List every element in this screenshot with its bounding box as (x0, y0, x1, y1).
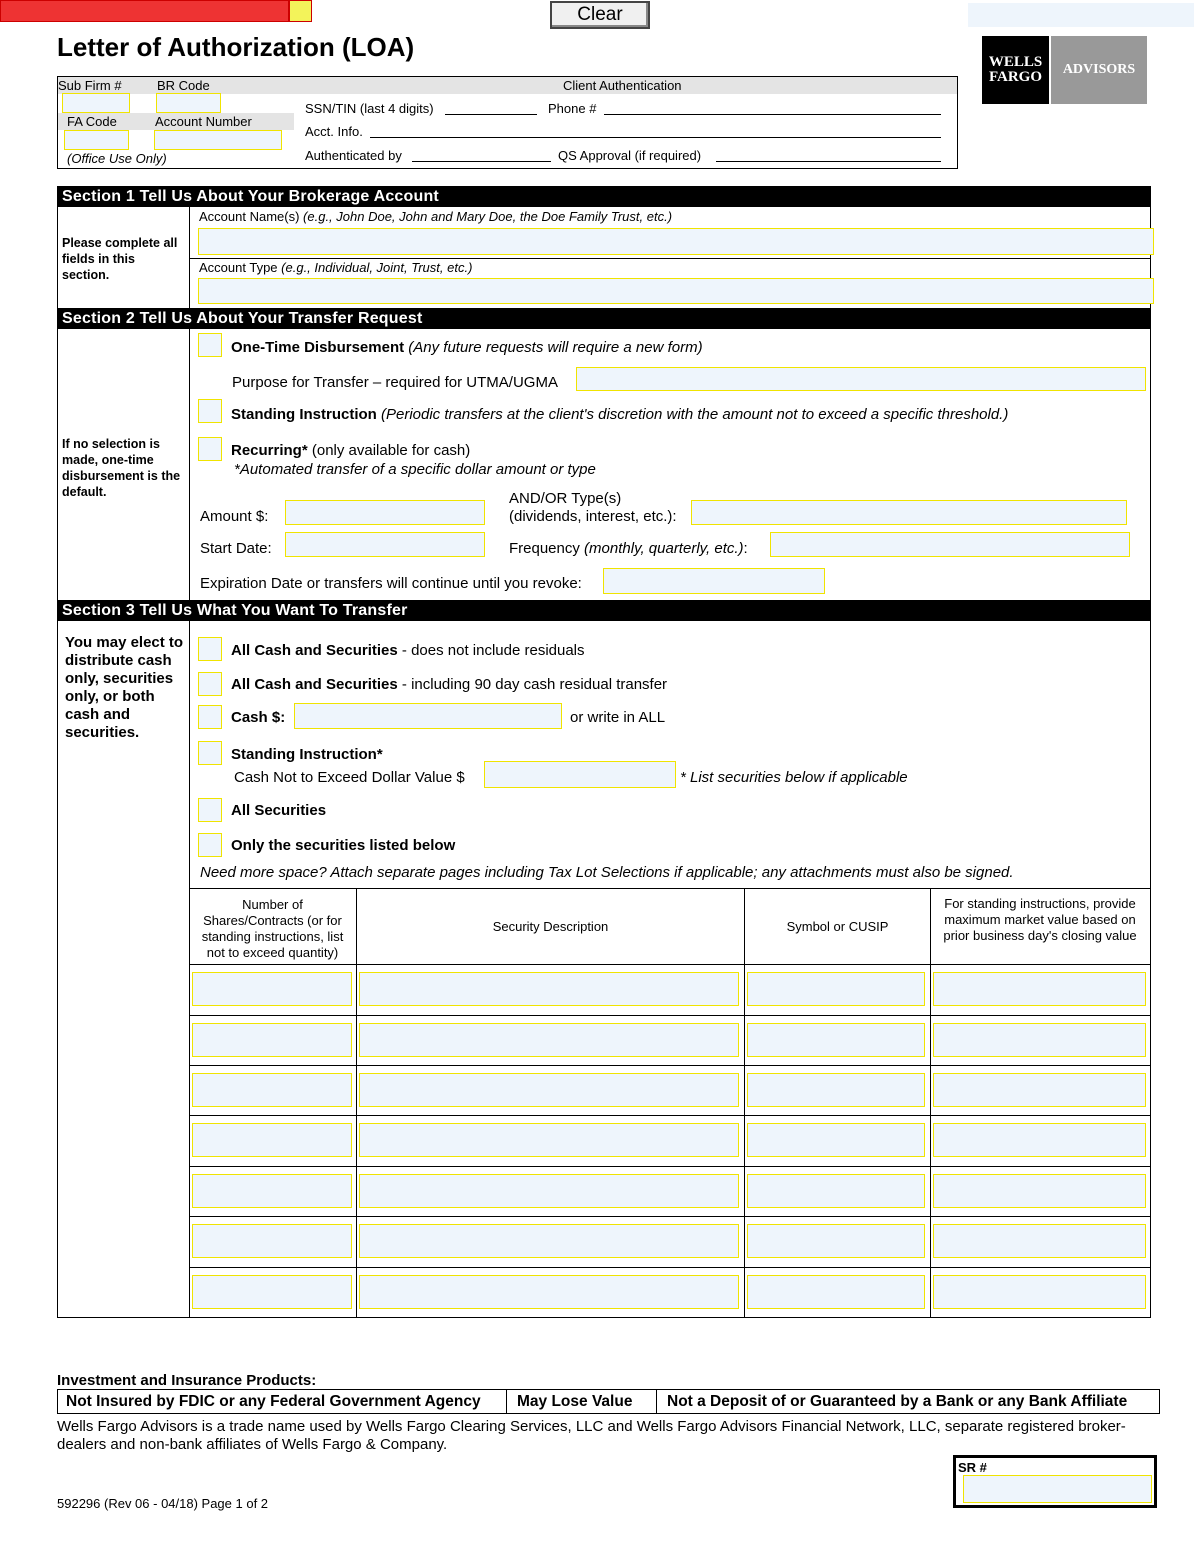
top-right-field[interactable] (968, 3, 1194, 27)
qs-approval-label: QS Approval (if required) (558, 148, 702, 163)
only-listed-checkbox[interactable] (198, 833, 222, 857)
ssn-line[interactable] (445, 114, 537, 115)
qs-approval-line[interactable] (716, 161, 941, 162)
account-names-input[interactable] (198, 228, 1154, 255)
client-auth-title: Client Authentication (563, 78, 682, 93)
only-listed-label: Only the securities listed below (231, 837, 456, 854)
table-top (189, 888, 1151, 889)
start-date-input[interactable] (285, 532, 485, 557)
account-type-label: Account Type (e.g., Individual, Joint, Trust, etc.) (199, 260, 473, 275)
securities-row-6-col-1-input[interactable] (192, 1224, 352, 1258)
purpose-input[interactable] (576, 367, 1146, 391)
standing-instruction-checkbox[interactable] (198, 399, 222, 423)
securities-row-3-col-2-input[interactable] (359, 1073, 739, 1107)
securities-row-6-col-4-input[interactable] (933, 1224, 1146, 1258)
all-cash-securities-label: All Cash and Securities - does not include residuals (231, 642, 585, 659)
securities-row-2-col-1-input[interactable] (192, 1023, 352, 1057)
securities-row-5-col-3-input[interactable] (747, 1174, 925, 1208)
securities-row-1-col-1-input[interactable] (192, 972, 352, 1006)
section1-row-divider (189, 258, 1151, 259)
col-header-shares: Number of Shares/Contracts (or for standing instructions, list not to exceed quantity) (201, 897, 344, 960)
purpose-label: Purpose for Transfer – required for UTMA/UGMA (232, 374, 558, 391)
not-insured-text: Not Insured by FDIC or any Federal Government Agency (66, 1393, 481, 1410)
account-number-label: Account Number (155, 114, 252, 129)
start-date-label: Start Date: (200, 540, 272, 557)
section3-header: Section 3 Tell Us What You Want To Transfer (57, 600, 1151, 621)
securities-row-1-col-2-input[interactable] (359, 972, 739, 1006)
securities-row-7-col-1-input[interactable] (192, 1275, 352, 1309)
table-header-bottom (189, 964, 1151, 965)
securities-row-2-col-2-input[interactable] (359, 1023, 739, 1057)
securities-row-5-col-4-input[interactable] (933, 1174, 1146, 1208)
table-col1 (356, 888, 357, 1318)
section1-side-note: Please complete all fields in this section. (62, 236, 178, 282)
frame-divider (189, 207, 190, 1318)
phone-label: Phone # (548, 101, 597, 116)
logo-line1: WELLS (988, 54, 1043, 70)
securities-row-7-col-2-input[interactable] (359, 1275, 739, 1309)
securities-row-7-col-3-input[interactable] (747, 1275, 925, 1309)
table-col3 (930, 888, 931, 1318)
office-use-label: (Office Use Only) (67, 151, 167, 166)
all-cash-residual-label: All Cash and Securities - including 90 day cash residual transfer (231, 676, 668, 693)
not-deposit-text: Not a Deposit of or Guaranteed by a Bank or any Bank Affiliate (667, 1393, 1128, 1410)
sub-firm-input[interactable] (62, 93, 130, 113)
logo-word: ADVISORS (1051, 36, 1147, 104)
col-header-max-value: For standing instructions, provide maximum market value based on prior business day's closing value (943, 896, 1137, 943)
section2-side-note: If no selection is made, one-time disbursement is the default. (62, 437, 181, 499)
all-cash-securities-checkbox[interactable] (198, 637, 222, 661)
fa-code-label: FA Code (67, 114, 117, 129)
top-red-bar (0, 0, 289, 22)
types-input[interactable] (691, 500, 1127, 525)
securities-row-5-col-1-input[interactable] (192, 1174, 352, 1208)
standing-instruction-s3-checkbox[interactable] (198, 741, 222, 765)
section3-side-note: You may elect to distribute cash only, securities only, or both cash and securities. (65, 634, 184, 741)
list-securities-note: * List securities below if applicable (680, 769, 908, 786)
section2-header: Section 2 Tell Us About Your Transfer Request (57, 308, 1151, 329)
frequency-input[interactable] (770, 532, 1130, 557)
acct-info-label: Acct. Info. (305, 124, 363, 139)
securities-row-3-col-4-input[interactable] (933, 1073, 1146, 1107)
frame-left (57, 207, 58, 1318)
securities-row-6-col-2-input[interactable] (359, 1224, 739, 1258)
securities-row-1-col-3-input[interactable] (747, 972, 925, 1006)
table-row-divider (189, 1267, 1151, 1268)
standing-instruction-s3-label: Standing Instruction* (231, 746, 383, 763)
authenticated-by-label: Authenticated by (305, 148, 402, 163)
amount-label: Amount $: (200, 508, 269, 525)
authenticated-by-line[interactable] (412, 161, 551, 162)
table-row-divider (189, 1216, 1151, 1217)
expiration-label: Expiration Date or transfers will continue until you revoke: (200, 575, 582, 592)
disclaimer-text: Wells Fargo Advisors is a trade name used by Wells Fargo Clearing Services, LLC and Wells Fargo Advisors Financial Network, LLC, separate registered broker-dealers and non-bank affiliates of Wells Fargo & Company. (57, 1418, 1126, 1453)
sub-firm-label: Sub Firm # (58, 78, 122, 93)
securities-row-7-col-4-input[interactable] (933, 1275, 1146, 1309)
cash-label: Cash $: (231, 709, 286, 726)
all-securities-label: All Securities (231, 802, 327, 819)
expiration-input[interactable] (603, 568, 825, 594)
phone-line[interactable] (604, 114, 941, 115)
logo-line2: FARGO (988, 69, 1043, 85)
securities-row-6-col-3-input[interactable] (747, 1224, 925, 1258)
sr-input[interactable] (963, 1475, 1152, 1503)
recurring-label: Recurring* (only available for cash) (231, 442, 471, 459)
clear-button[interactable]: Clear (550, 1, 650, 29)
table-row-divider (189, 1015, 1151, 1016)
recurring-checkbox[interactable] (198, 437, 222, 461)
all-cash-residual-checkbox[interactable] (198, 672, 222, 696)
account-type-input[interactable] (198, 278, 1154, 304)
table-col2 (744, 888, 745, 1318)
wells-fargo-logo (982, 36, 1147, 104)
securities-row-3-col-1-input[interactable] (192, 1073, 352, 1107)
securities-row-2-col-4-input[interactable] (933, 1023, 1146, 1057)
one-time-checkbox[interactable] (198, 333, 222, 357)
securities-row-4-col-1-input[interactable] (192, 1123, 352, 1157)
recurring-note: *Automated transfer of a specific dollar amount or type (234, 461, 596, 478)
account-number-input[interactable] (154, 130, 282, 150)
securities-row-5-col-2-input[interactable] (359, 1174, 739, 1208)
acct-info-line[interactable] (370, 137, 941, 138)
cash-write-all: or write in ALL (570, 709, 666, 726)
disclosure-div1 (506, 1389, 507, 1414)
securities-row-4-col-4-input[interactable] (933, 1123, 1146, 1157)
one-time-label: One-Time Disbursement (Any future requests will require a new form) (231, 339, 703, 356)
frequency-label: Frequency (monthly, quarterly, etc.): (509, 540, 748, 557)
disclosure-div2 (656, 1389, 657, 1414)
fa-code-input[interactable] (64, 130, 129, 150)
securities-row-2-col-3-input[interactable] (747, 1023, 925, 1057)
may-lose-text: May Lose Value (517, 1393, 633, 1410)
br-code-input[interactable] (156, 93, 221, 113)
table-row-divider (189, 1115, 1151, 1116)
frame-right (1150, 207, 1151, 1318)
amount-input[interactable] (285, 500, 485, 525)
andor-line1: AND/OR Type(s) (509, 490, 622, 507)
cash-not-exceed-input[interactable] (484, 761, 676, 788)
ssn-label: SSN/TIN (last 4 digits) (305, 101, 434, 116)
products-title: Investment and Insurance Products: (57, 1372, 317, 1389)
top-yellow-box[interactable] (289, 0, 312, 22)
all-securities-checkbox[interactable] (198, 798, 222, 822)
section1-header: Section 1 Tell Us About Your Brokerage Account (57, 186, 1151, 207)
frame-bottom (57, 1317, 1151, 1318)
sr-label: SR # (958, 1460, 987, 1475)
table-row-divider (189, 1065, 1151, 1066)
col-header-symbol: Symbol or CUSIP (786, 919, 889, 934)
page-title: Letter of Authorization (LOA) (57, 32, 415, 62)
br-code-label: BR Code (157, 78, 210, 93)
cash-input[interactable] (294, 703, 562, 729)
form-id: 592296 (Rev 06 - 04/18) Page 1 of 2 (57, 1496, 269, 1511)
standing-instruction-label: Standing Instruction (Periodic transfers at the client's discretion with the amount not to exceed a specific threshold.) (231, 406, 1009, 423)
securities-row-1-col-4-input[interactable] (933, 972, 1146, 1006)
cash-checkbox[interactable] (198, 705, 222, 729)
more-space-note: Need more space? Attach separate pages including Tax Lot Selections if applicable; any attachments must also be signed. (200, 864, 1014, 881)
andor-line2: (dividends, interest, etc.): (509, 508, 677, 525)
securities-row-4-col-3-input[interactable] (747, 1123, 925, 1157)
account-names-label: Account Name(s) (e.g., John Doe, John and Mary Doe, the Doe Family Trust, etc.) (199, 209, 673, 224)
securities-row-4-col-2-input[interactable] (359, 1123, 739, 1157)
table-row-divider (189, 1166, 1151, 1167)
col-header-description: Security Description (492, 919, 609, 934)
securities-row-3-col-3-input[interactable] (747, 1073, 925, 1107)
cash-not-exceed-label: Cash Not to Exceed Dollar Value $ (234, 769, 465, 786)
